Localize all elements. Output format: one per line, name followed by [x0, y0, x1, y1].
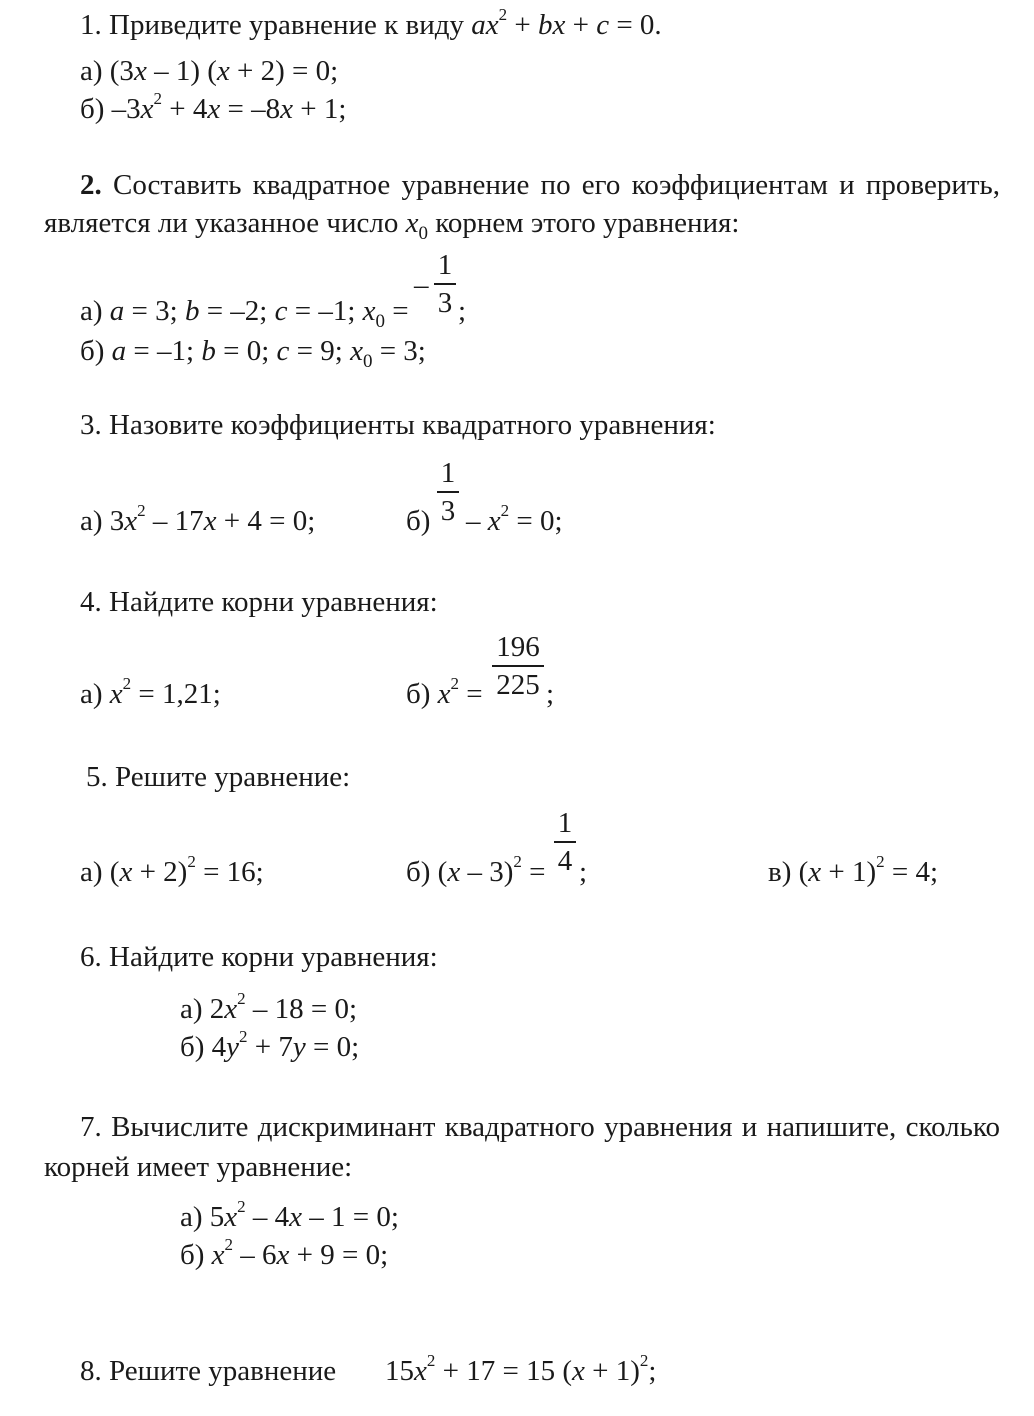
task3-item-a: а) $3x^2 - 17x + 4 = 0$;: [80, 501, 316, 537]
task6-item-a: а) $2x^2 - 18 = 0$;: [180, 989, 358, 1025]
task5-item-c: в) $(x + 1)^2 = 4$;: [768, 852, 939, 888]
task7-item-b: б) $x^2 - 6x + 9 = 0$;: [180, 1235, 389, 1271]
task2-item-a: а) a = 3; b = –2; c = –1; $x_0$ =: [80, 295, 409, 332]
task8-title: 8. Решите уравнение: [80, 1355, 337, 1387]
task3-item-b-label: б): [406, 505, 431, 537]
task5-fraction: 1 4: [554, 806, 576, 878]
task8-equation: $15x^2 + 17 = 15$ $(x + 1)^2$;: [385, 1351, 657, 1387]
task4-fraction: 196 225: [492, 630, 544, 702]
task2-line1: 2. Составить квадратное уравнение по его коэффициентам и проверить,: [80, 169, 1000, 201]
task3-title: 3. Назовите коэффициенты квадратного уравнения:: [80, 409, 716, 441]
task4-item-b-semicolon: ;: [546, 678, 555, 710]
task5-item-b-label: б) (x – 3)$^2$ =: [406, 852, 546, 888]
task5-title: 5. Решите уравнение:: [86, 761, 351, 793]
task2-item-b: б) a = –1; b = 0; c = 9; $x_0 = 3$;: [80, 335, 426, 372]
task1-item-b: б) $-3x^2 + 4x = -8x + 1$;: [80, 89, 347, 125]
task7-line1: 7. Вычислите дискриминант квадратного уравнения и напишите, сколько: [80, 1111, 1000, 1143]
task2-line2: является ли указанное число $x_0$ корнем этого уравнения:: [44, 207, 740, 244]
task5-item-b-semicolon: ;: [579, 856, 588, 888]
task1-item-a: а) (3x – 1) (x + 2) = 0;: [80, 55, 339, 87]
task3-item-b-rest: – $x^2 = 0$;: [466, 501, 563, 537]
task7-item-a: а) $5x^2 - 4x - 1 = 0$;: [180, 1197, 399, 1233]
task4-item-a: а) $x^2 = 1,21$;: [80, 674, 221, 710]
task7-line2: корней имеет уравнение:: [44, 1151, 353, 1183]
task2-frac-sign: –: [414, 269, 429, 301]
task5-item-a: а) $(x + 2)^2 = 16$;: [80, 852, 264, 888]
task2-item-a-semicolon: ;: [458, 295, 467, 327]
task2-fraction: 1 3: [434, 248, 456, 320]
task1-title: 1. Приведите уравнение к виду $ax^2$ + bx + c = 0.: [80, 5, 662, 41]
task6-item-b: б) $4y^2 + 7y = 0$;: [180, 1027, 360, 1063]
task4-item-b-label: б) $x^2$ =: [406, 674, 483, 710]
task3-fraction: 1 3: [437, 456, 459, 528]
task6-title: 6. Найдите корни уравнения:: [80, 941, 438, 973]
task4-title: 4. Найдите корни уравнения:: [80, 586, 438, 618]
